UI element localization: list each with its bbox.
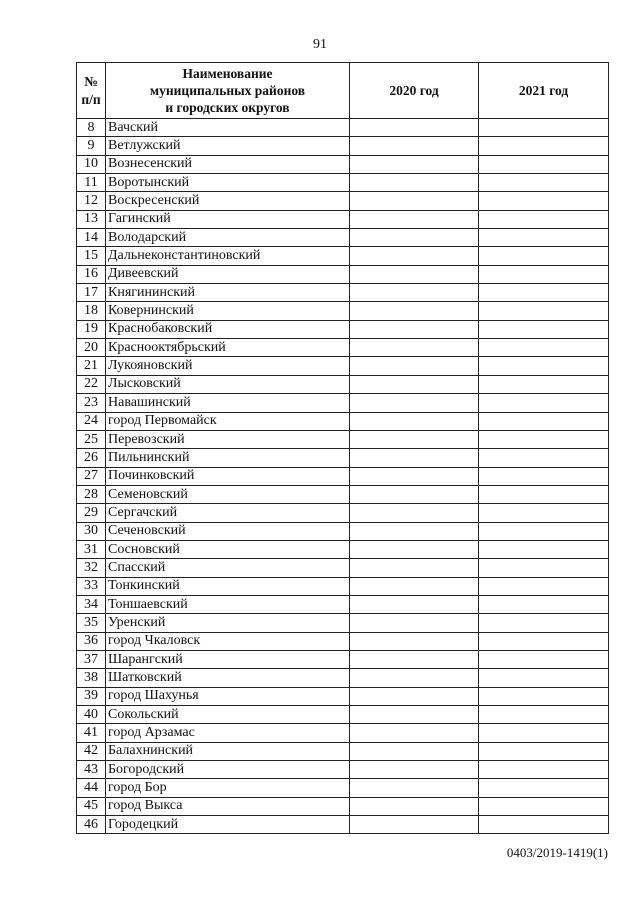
row-number: 42 — [77, 742, 106, 760]
row-number: 25 — [77, 430, 106, 448]
row-value-2021 — [479, 522, 609, 540]
row-number: 27 — [77, 467, 106, 485]
header-name — [106, 63, 350, 119]
header-year-2020: 2020 год — [350, 63, 479, 119]
row-value-2020 — [350, 577, 479, 595]
row-municipality-name: город Шахунья — [106, 687, 350, 705]
row-value-2021 — [479, 265, 609, 283]
row-number: 45 — [77, 797, 106, 815]
row-value-2021 — [479, 650, 609, 668]
row-value-2021 — [479, 669, 609, 687]
table-row — [77, 394, 609, 412]
row-number: 23 — [77, 394, 106, 412]
row-value-2021 — [479, 210, 609, 228]
table-row — [77, 375, 609, 393]
row-number: 16 — [77, 265, 106, 283]
row-value-2021 — [479, 577, 609, 595]
row-municipality-name: Богородский — [106, 761, 350, 779]
row-number: 12 — [77, 192, 106, 210]
row-number: 10 — [77, 155, 106, 173]
row-municipality-name: Сокольский — [106, 706, 350, 724]
row-number: 28 — [77, 485, 106, 503]
row-value-2020 — [350, 430, 479, 448]
table-row — [77, 192, 609, 210]
row-municipality-name: Воскресенский — [106, 192, 350, 210]
table-row — [77, 706, 609, 724]
table-row — [77, 119, 609, 137]
row-municipality-name: Вачский — [106, 119, 350, 137]
row-number: 39 — [77, 687, 106, 705]
row-value-2021 — [479, 247, 609, 265]
row-value-2020 — [350, 467, 479, 485]
table-row — [77, 595, 609, 613]
table-row — [77, 320, 609, 338]
row-value-2020 — [350, 632, 479, 650]
row-municipality-name: Сосновский — [106, 540, 350, 558]
row-municipality-name: Городецкий — [106, 816, 350, 834]
row-municipality-name: Пильнинский — [106, 449, 350, 467]
row-number: 34 — [77, 595, 106, 613]
row-value-2021 — [479, 540, 609, 558]
table-row — [77, 816, 609, 834]
row-number: 30 — [77, 522, 106, 540]
table-row — [77, 449, 609, 467]
row-value-2021 — [479, 779, 609, 797]
table-row — [77, 467, 609, 485]
row-value-2021 — [479, 485, 609, 503]
row-municipality-name: Семеновский — [106, 485, 350, 503]
row-value-2021 — [479, 339, 609, 357]
row-value-2021 — [479, 375, 609, 393]
row-number: 33 — [77, 577, 106, 595]
row-number: 29 — [77, 504, 106, 522]
row-municipality-name: Лысковский — [106, 375, 350, 393]
table-row — [77, 577, 609, 595]
row-value-2020 — [350, 669, 479, 687]
row-municipality-name: Починковский — [106, 467, 350, 485]
row-value-2020 — [350, 375, 479, 393]
table-row — [77, 522, 609, 540]
row-municipality-name: Ковернинский — [106, 302, 350, 320]
row-value-2021 — [479, 614, 609, 632]
table-body — [77, 119, 609, 834]
row-number: 9 — [77, 137, 106, 155]
row-value-2021 — [479, 174, 609, 192]
row-value-2020 — [350, 522, 479, 540]
row-value-2021 — [479, 430, 609, 448]
row-value-2020 — [350, 229, 479, 247]
table-row — [77, 724, 609, 742]
table-row — [77, 687, 609, 705]
table-row — [77, 357, 609, 375]
row-value-2021 — [479, 229, 609, 247]
table-row — [77, 779, 609, 797]
row-value-2020 — [350, 540, 479, 558]
row-value-2020 — [350, 797, 479, 815]
row-number: 14 — [77, 229, 106, 247]
table-row — [77, 302, 609, 320]
row-value-2020 — [350, 595, 479, 613]
row-number: 21 — [77, 357, 106, 375]
row-value-2021 — [479, 284, 609, 302]
row-value-2020 — [350, 119, 479, 137]
table-row — [77, 430, 609, 448]
municipalities-table — [76, 62, 609, 834]
table-row — [77, 412, 609, 430]
table-row — [77, 504, 609, 522]
row-value-2021 — [479, 320, 609, 338]
row-value-2021 — [479, 137, 609, 155]
row-number: 13 — [77, 210, 106, 228]
header-name-line1: Наименование — [182, 66, 273, 81]
row-value-2021 — [479, 595, 609, 613]
row-value-2020 — [350, 724, 479, 742]
row-value-2021 — [479, 412, 609, 430]
row-value-2020 — [350, 192, 479, 210]
table-row — [77, 247, 609, 265]
table-row — [77, 229, 609, 247]
table-row — [77, 559, 609, 577]
row-municipality-name: Княгининский — [106, 284, 350, 302]
row-number: 35 — [77, 614, 106, 632]
row-number: 18 — [77, 302, 106, 320]
row-value-2020 — [350, 394, 479, 412]
row-value-2021 — [479, 706, 609, 724]
header-number — [77, 63, 106, 119]
row-number: 24 — [77, 412, 106, 430]
row-number: 37 — [77, 650, 106, 668]
row-value-2021 — [479, 687, 609, 705]
table-row — [77, 284, 609, 302]
row-municipality-name: Перевозский — [106, 430, 350, 448]
row-value-2020 — [350, 816, 479, 834]
row-value-2021 — [479, 119, 609, 137]
row-number: 11 — [77, 174, 106, 192]
row-municipality-name: Сеченовский — [106, 522, 350, 540]
row-municipality-name: Тоншаевский — [106, 595, 350, 613]
row-municipality-name: Краснооктябрьский — [106, 339, 350, 357]
row-municipality-name: Вознесенский — [106, 155, 350, 173]
row-municipality-name: Тонкинский — [106, 577, 350, 595]
row-value-2020 — [350, 761, 479, 779]
row-municipality-name: Краснобаковский — [106, 320, 350, 338]
row-value-2020 — [350, 320, 479, 338]
row-number: 40 — [77, 706, 106, 724]
header-number-line2: п/п — [81, 91, 101, 107]
row-municipality-name: город Бор — [106, 779, 350, 797]
row-municipality-name: Воротынский — [106, 174, 350, 192]
row-municipality-name: Уренский — [106, 614, 350, 632]
table-row — [77, 797, 609, 815]
row-value-2020 — [350, 650, 479, 668]
row-value-2020 — [350, 265, 479, 283]
document-code: 0403/2019-1419(1) — [506, 845, 608, 860]
row-municipality-name: Ветлужский — [106, 137, 350, 155]
row-value-2020 — [350, 614, 479, 632]
row-municipality-name: город Выкса — [106, 797, 350, 815]
row-value-2020 — [350, 485, 479, 503]
row-municipality-name: Сергачский — [106, 504, 350, 522]
row-number: 20 — [77, 339, 106, 357]
table-row — [77, 632, 609, 650]
row-municipality-name: Шарангский — [106, 650, 350, 668]
table-row — [77, 339, 609, 357]
table-row — [77, 485, 609, 503]
row-number: 43 — [77, 761, 106, 779]
table-row — [77, 137, 609, 155]
table-row — [77, 614, 609, 632]
row-value-2021 — [479, 797, 609, 815]
row-value-2020 — [350, 779, 479, 797]
row-number: 36 — [77, 632, 106, 650]
row-value-2020 — [350, 210, 479, 228]
row-municipality-name: город Арзамас — [106, 724, 350, 742]
row-municipality-name: Навашинский — [106, 394, 350, 412]
row-value-2021 — [479, 394, 609, 412]
row-number: 26 — [77, 449, 106, 467]
row-value-2021 — [479, 357, 609, 375]
row-municipality-name: город Первомайск — [106, 412, 350, 430]
row-municipality-name: город Чкаловск — [106, 632, 350, 650]
row-number: 15 — [77, 247, 106, 265]
table-row — [77, 742, 609, 760]
row-value-2020 — [350, 449, 479, 467]
row-number: 41 — [77, 724, 106, 742]
row-value-2020 — [350, 284, 479, 302]
row-municipality-name: Шатковский — [106, 669, 350, 687]
row-value-2020 — [350, 247, 479, 265]
table-row — [77, 265, 609, 283]
row-municipality-name: Балахнинский — [106, 742, 350, 760]
row-value-2021 — [479, 192, 609, 210]
row-number: 31 — [77, 540, 106, 558]
row-number: 17 — [77, 284, 106, 302]
row-municipality-name: Спасский — [106, 559, 350, 577]
row-value-2021 — [479, 302, 609, 320]
table-row — [77, 669, 609, 687]
row-municipality-name: Володарский — [106, 229, 350, 247]
row-value-2020 — [350, 742, 479, 760]
row-value-2020 — [350, 155, 479, 173]
row-value-2021 — [479, 816, 609, 834]
table-row — [77, 761, 609, 779]
table-header-row — [77, 63, 609, 119]
row-value-2021 — [479, 559, 609, 577]
page-number: 91 — [313, 37, 327, 52]
table-row — [77, 210, 609, 228]
row-number: 38 — [77, 669, 106, 687]
row-value-2021 — [479, 742, 609, 760]
row-number: 46 — [77, 816, 106, 834]
row-value-2021 — [479, 632, 609, 650]
row-value-2021 — [479, 504, 609, 522]
row-value-2021 — [479, 155, 609, 173]
row-value-2020 — [350, 137, 479, 155]
row-number: 44 — [77, 779, 106, 797]
row-number: 32 — [77, 559, 106, 577]
row-value-2020 — [350, 504, 479, 522]
table-row — [77, 174, 609, 192]
header-number-line1: № — [84, 73, 98, 89]
row-value-2020 — [350, 302, 479, 320]
row-value-2020 — [350, 357, 479, 375]
row-value-2021 — [479, 724, 609, 742]
row-number: 8 — [77, 119, 106, 137]
row-value-2020 — [350, 412, 479, 430]
row-value-2020 — [350, 174, 479, 192]
row-municipality-name: Гагинский — [106, 210, 350, 228]
row-value-2021 — [479, 467, 609, 485]
row-value-2021 — [479, 761, 609, 779]
header-name-line2: муниципальных районов — [149, 83, 306, 98]
row-value-2020 — [350, 339, 479, 357]
header-year-2021: 2021 год — [479, 63, 609, 119]
row-municipality-name: Лукояновский — [106, 357, 350, 375]
row-value-2020 — [350, 706, 479, 724]
header-name-line3: и городских округов — [165, 100, 290, 115]
row-value-2020 — [350, 687, 479, 705]
table-row — [77, 155, 609, 173]
row-value-2020 — [350, 559, 479, 577]
row-municipality-name: Дивеевский — [106, 265, 350, 283]
row-number: 22 — [77, 375, 106, 393]
row-municipality-name: Дальнеконстантиновский — [106, 247, 350, 265]
row-number: 19 — [77, 320, 106, 338]
table-row — [77, 540, 609, 558]
table-row — [77, 650, 609, 668]
row-value-2021 — [479, 449, 609, 467]
